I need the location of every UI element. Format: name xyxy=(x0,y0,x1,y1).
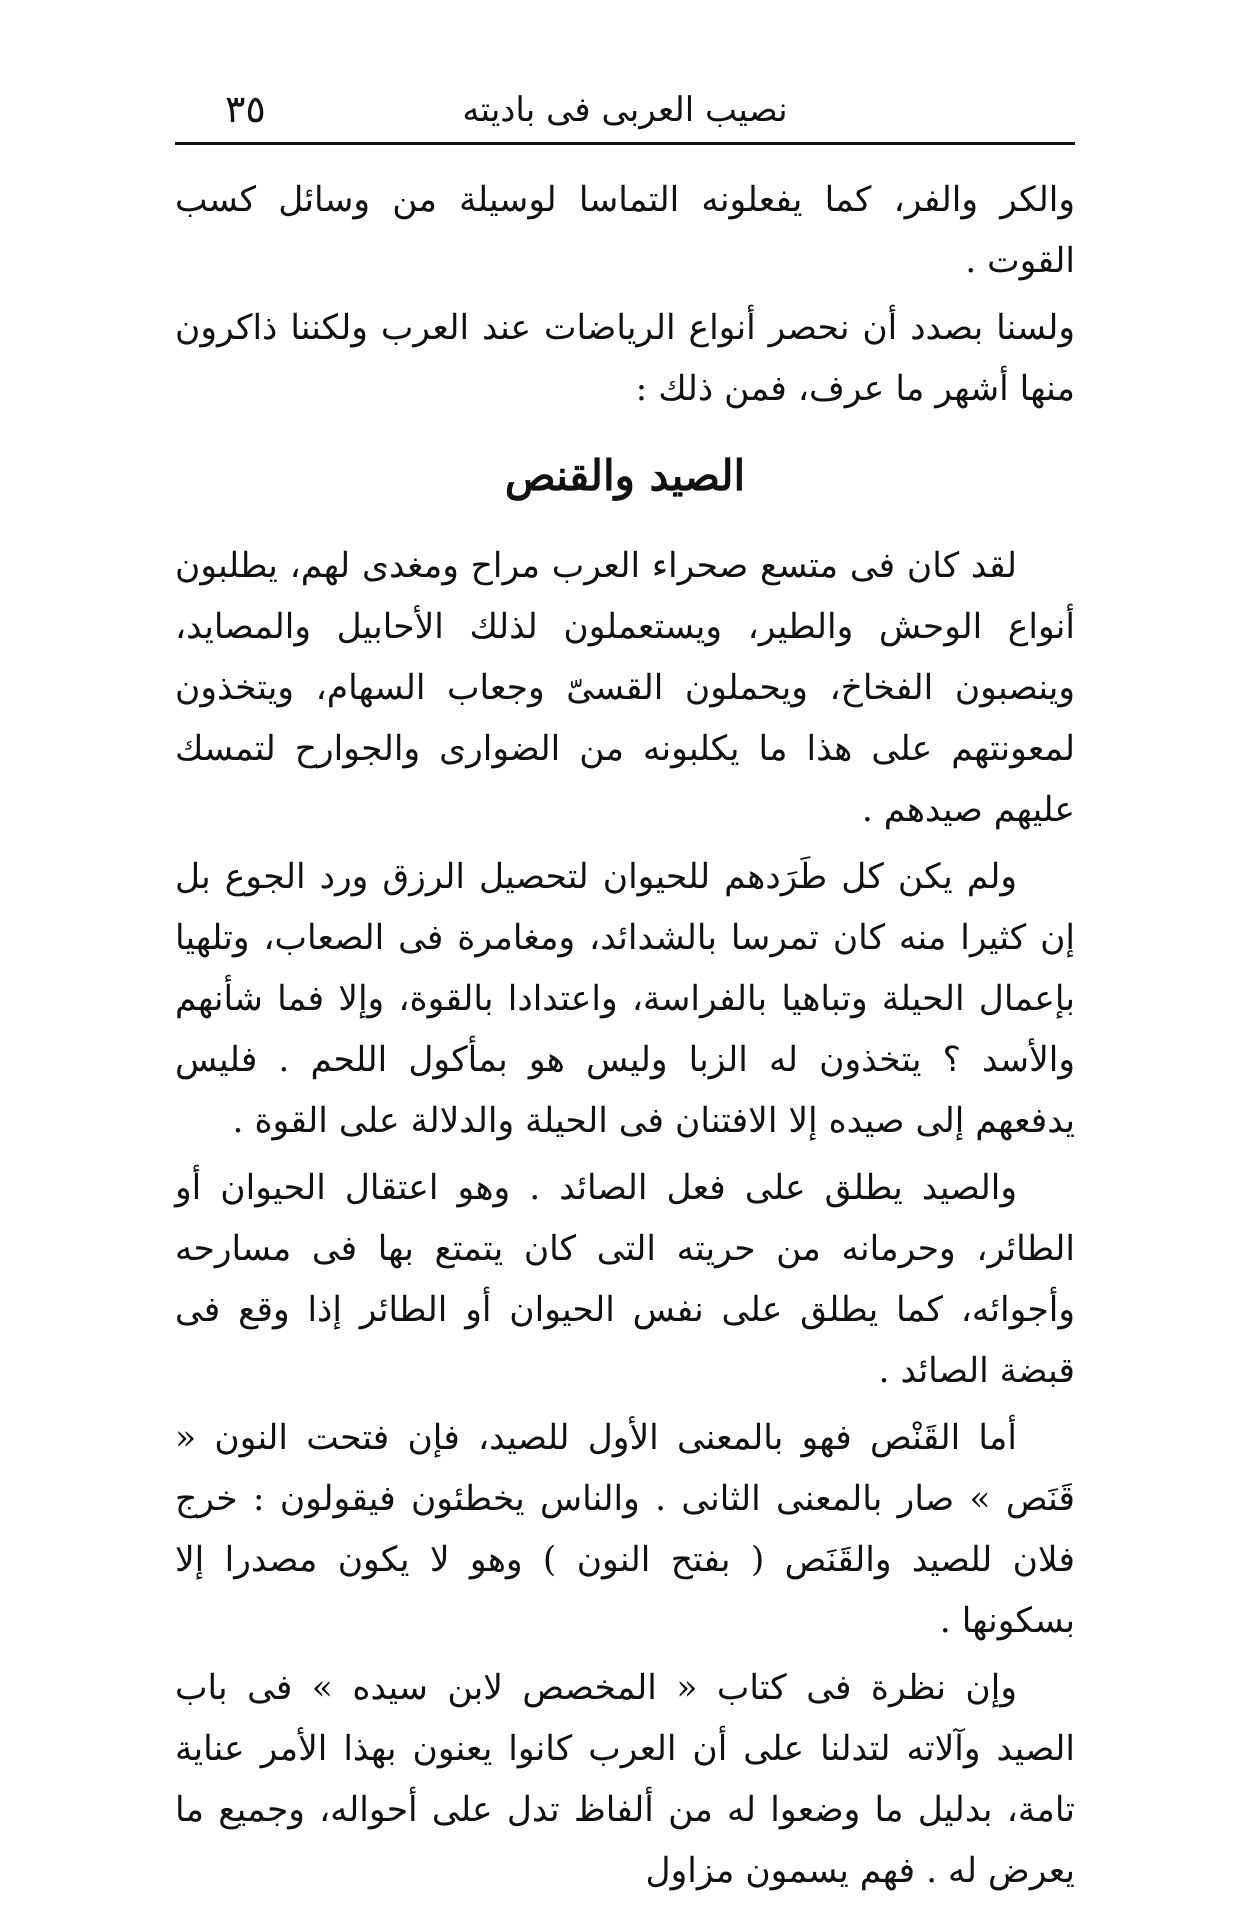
section-heading: الصيد والقنص xyxy=(504,451,746,500)
paragraph: والصيد يطلق على فعل الصائد . وهو اعتقال الحيوان أو الطائر، وحرمانه من حريته التى كان يتمتع بها فى مسارحه وأجوائه، كما يطلق على نفس الحيوان أو الطائر إذا وقع فى قبضة الصائد . xyxy=(175,1168,1075,1391)
paragraph: لقد كان فى متسع صحراء العرب مراح ومغدى لهم، يطلبون أنواع الوحش والطير، ويستعملون لذلك الأحابيل والمصايد، وينصبون الفخاخ، ويحملون القسىّ وجعاب السهام، ويتخذون لمعونتهم على هذا ما يكلبونه من الضوارى والجوارح لتمسك عليهم صيدهم . xyxy=(175,546,1075,830)
book-page xyxy=(175,70,1075,1891)
page-body xyxy=(175,170,1075,1908)
paragraph: ولم يكن كل طَرَدهم للحيوان لتحصيل الرزق ورد الجوع بل إن كثيرا منه كان تمرسا بالشدائد، ومغامرة فى الصعاب، وتلهيا بإعمال الحيلة وتباهيا بالفراسة، واعتدادا بالقوة، وإلا فما شأنهم والأسد ؟ يتخذون له الزبا وليس هو بمأكول اللحم . فليس يدفعهم إلى صيده إلا الافتنان فى الحيلة والدلالة على القوة . xyxy=(175,857,1075,1141)
page-number: ٣٥ xyxy=(225,87,266,131)
header-rule xyxy=(175,142,1075,145)
running-header xyxy=(175,70,1075,131)
paragraph: وإن نظرة فى كتاب « المخصص لابن سيده » فى باب الصيد وآلاته لتدلنا على أن العرب كانوا يعنون بهذا الأمر عناية تامة، بدليل ما وضعوا له من ألفاظ تدل على أحواله، وجميع ما يعرض له . فهم يسمون مزاول xyxy=(175,1668,1075,1891)
running-title: نصيب العربى فى باديته xyxy=(462,90,788,130)
paragraph-continuation: والكر والفر، كما يفعلونه التماسا لوسيلة من وسائل كسب القوت . xyxy=(175,180,1075,281)
paragraph: أما القَنْص فهو بالمعنى الأول للصيد، فإن فتحت النون « قَنَص » صار بالمعنى الثانى . والناس يخطئون فيقولون : خرج فلان للصيد والقَنَص ( بفتح النون ) وهو لا يكون مصدرا إلا بسكونها . xyxy=(175,1418,1075,1641)
paragraph-intro: ولسنا بصدد أن نحصر أنواع الرياضات عند العرب ولكننا ذاكرون منها أشهر ما عرف، فمن ذلك : xyxy=(175,308,1075,409)
